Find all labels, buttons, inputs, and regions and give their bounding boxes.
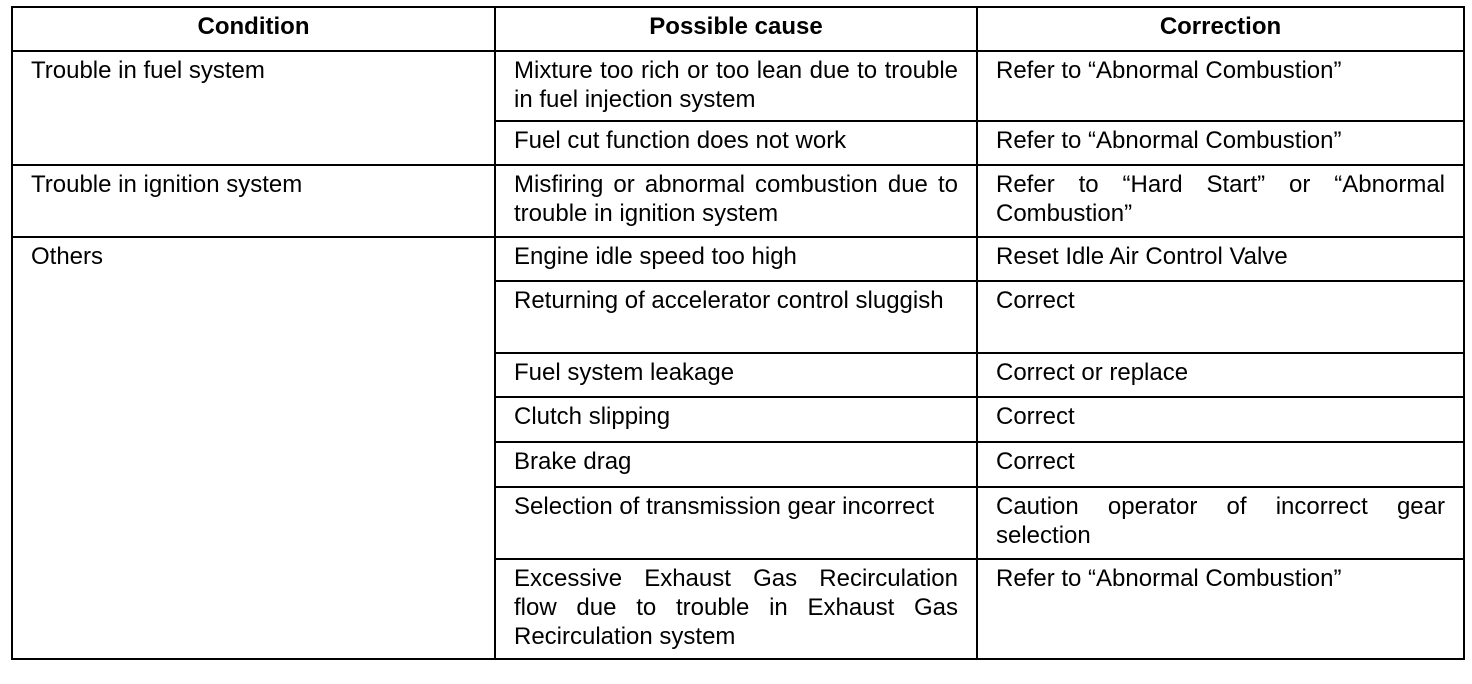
header-row xyxy=(12,7,1464,51)
correction-cell: Correct xyxy=(977,397,1464,442)
correction-cell: Refer to “Abnormal Combustion” xyxy=(977,51,1464,121)
cause-cell: Excessive Exhaust Gas Recirculation flow due to trouble in Exhaust Gas Recirculation system xyxy=(495,559,977,659)
correction-cell: Refer to “Hard Start” or “Abnormal Combustion” xyxy=(977,165,1464,237)
table-header xyxy=(12,7,1464,51)
cause-cell: Fuel cut function does not work xyxy=(495,121,977,165)
cause-cell: Clutch slipping xyxy=(495,397,977,442)
cause-cell: Engine idle speed too high xyxy=(495,237,977,281)
correction-cell: Correct xyxy=(977,281,1464,353)
cause-cell: Brake drag xyxy=(495,442,977,487)
cause-cell: Returning of accelerator control sluggish xyxy=(495,281,977,353)
correction-cell: Refer to “Abnormal Combustion” xyxy=(977,121,1464,165)
header-possible-cause: Possible cause xyxy=(495,7,977,51)
correction-cell: Correct or replace xyxy=(977,353,1464,397)
header-correction: Correction xyxy=(977,7,1464,51)
table-row xyxy=(12,165,1464,237)
cause-cell: Mixture too rich or too lean due to trouble in fuel injection system xyxy=(495,51,977,121)
correction-cell: Reset Idle Air Control Valve xyxy=(977,237,1464,281)
table-body xyxy=(12,51,1464,659)
table-row xyxy=(12,237,1464,281)
cause-cell: Selection of transmission gear incorrect xyxy=(495,487,977,559)
cause-cell: Misfiring or abnormal combustion due to trouble in ignition system xyxy=(495,165,977,237)
condition-cell: Trouble in fuel system xyxy=(12,51,495,165)
correction-cell: Correct xyxy=(977,442,1464,487)
correction-cell: Caution operator of incorrect gear selection xyxy=(977,487,1464,559)
table-row xyxy=(12,51,1464,121)
condition-cell: Others xyxy=(12,237,495,659)
condition-cell: Trouble in ignition system xyxy=(12,165,495,237)
troubleshooting-table xyxy=(11,6,1465,660)
cause-cell: Fuel system leakage xyxy=(495,353,977,397)
header-condition: Condition xyxy=(12,7,495,51)
correction-cell: Refer to “Abnormal Combustion” xyxy=(977,559,1464,659)
